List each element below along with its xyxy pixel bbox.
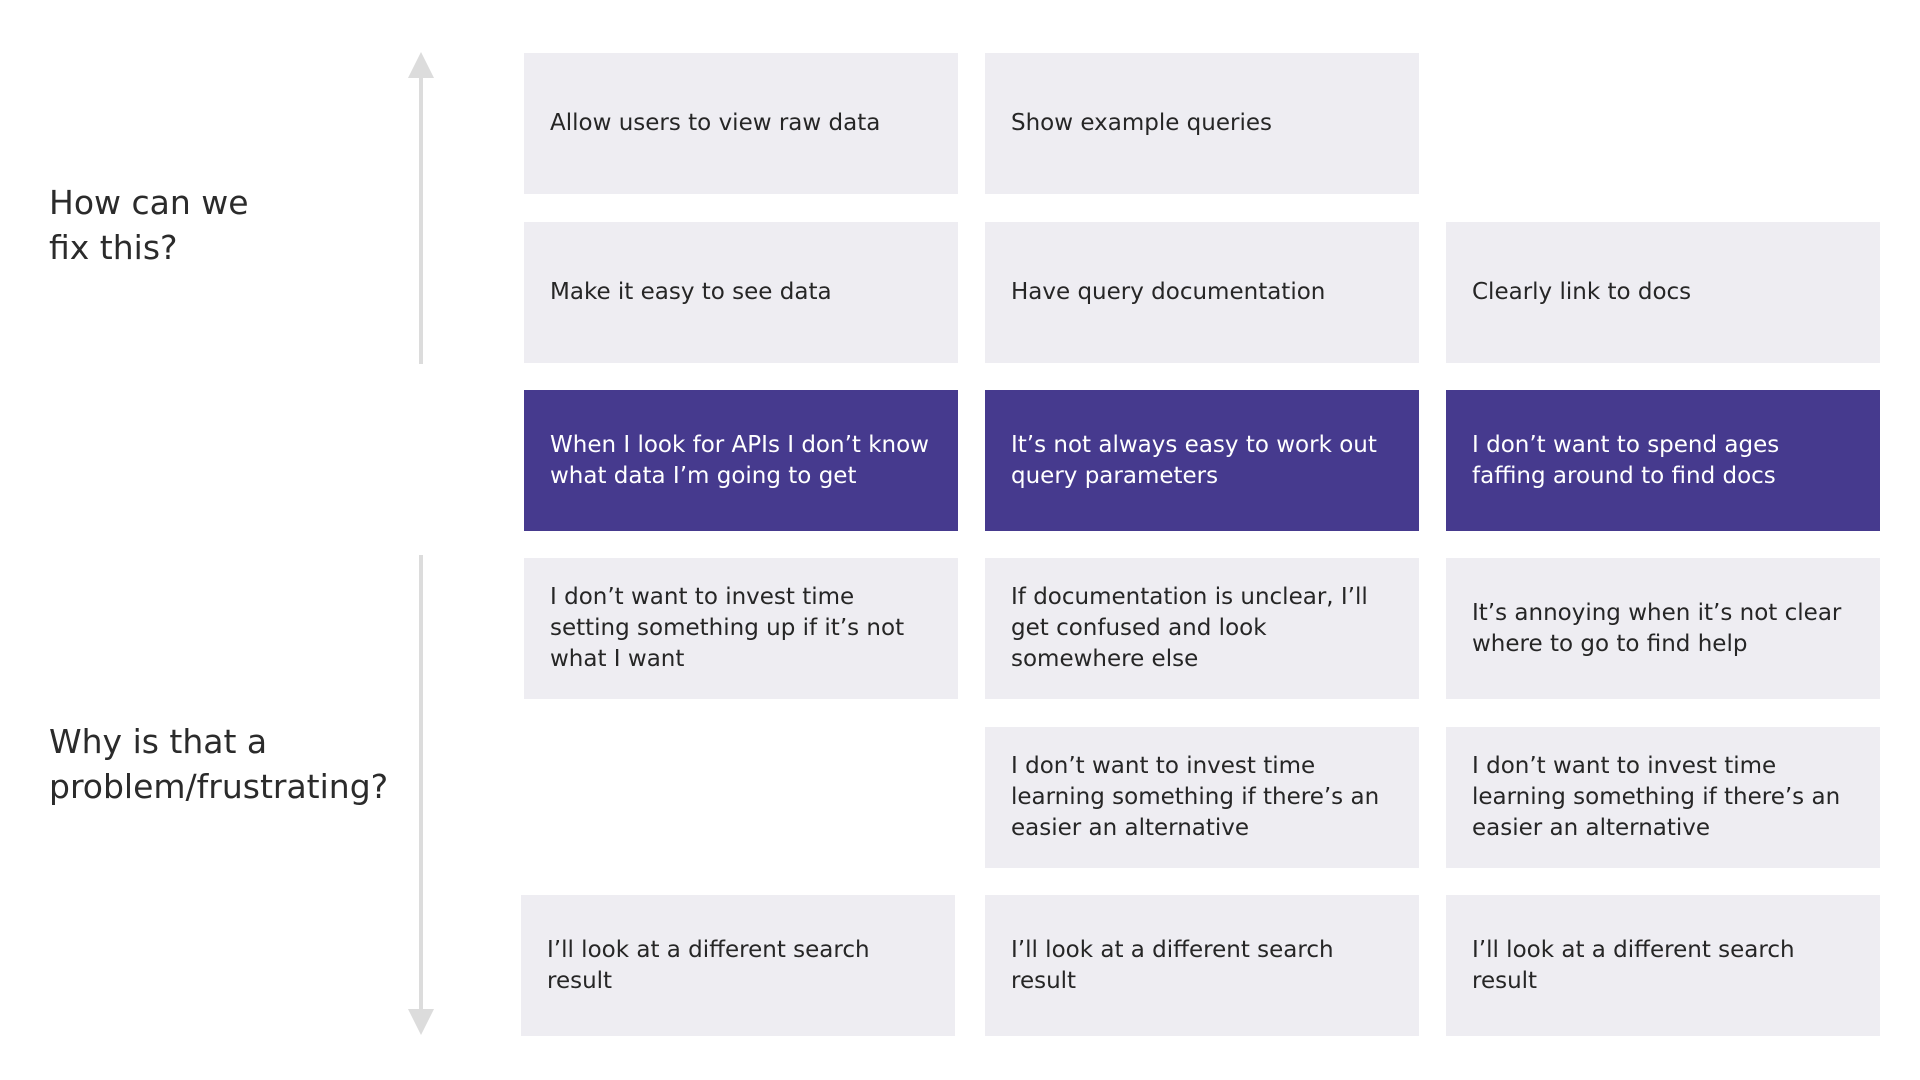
card-text: Have query documentation: [1011, 279, 1326, 305]
arrow-down-head: [408, 1009, 434, 1035]
problem-statement-card: [985, 390, 1419, 531]
arrow-down-icon: [412, 555, 430, 1035]
reason-card: [985, 558, 1419, 699]
solution-card: [985, 222, 1419, 363]
card-text: I’ll look at a different search result: [1472, 936, 1795, 994]
reason-card: [1446, 558, 1880, 699]
card-text: If documentation is unclear, I’ll get confused and look somewhere else: [1011, 584, 1368, 672]
card-text: Clearly link to docs: [1472, 279, 1692, 305]
card-text: I don’t want to invest time setting something up if it’s not what I want: [550, 584, 905, 672]
card-text: I don’t want to invest time learning something if there’s an easier an alternative: [1011, 753, 1380, 841]
card-text: I don’t want to invest time learning something if there’s an easier an alternative: [1472, 753, 1841, 841]
solution-card: [985, 53, 1419, 194]
solutions-axis-label: How can we fix this?: [49, 183, 249, 267]
arrow-up-head: [408, 52, 434, 78]
reason-card: [524, 558, 958, 699]
outcome-card: [985, 895, 1419, 1036]
card-text: Make it easy to see data: [550, 279, 832, 305]
card-text: Show example queries: [1011, 110, 1272, 136]
card-text: It’s annoying when it’s not clear where to go to find help: [1472, 599, 1842, 657]
arrow-up-shaft: [419, 76, 423, 364]
solution-card: [1446, 222, 1880, 363]
arrow-up-icon: [412, 52, 430, 364]
card-text: Allow users to view raw data: [550, 110, 881, 136]
card-text: I’ll look at a different search result: [547, 936, 870, 994]
card-text: I’ll look at a different search result: [1011, 936, 1334, 994]
reason-card: [985, 727, 1419, 868]
problem-statement-card: [1446, 390, 1880, 531]
outcome-card: [1446, 895, 1880, 1036]
arrow-down-shaft: [419, 555, 423, 1011]
solution-card: [524, 53, 958, 194]
problem-statement-card: [524, 390, 958, 531]
card-text: It’s not always easy to work out query parameters: [1011, 431, 1377, 489]
problems-axis-label: Why is that a problem/frustrating?: [49, 722, 389, 806]
outcome-card: [521, 895, 955, 1036]
card-text: When I look for APIs I don’t know what data I’m going to get: [550, 431, 929, 489]
reason-card: [1446, 727, 1880, 868]
card-text: I don’t want to spend ages faffing around to find docs: [1472, 431, 1780, 489]
solution-card: [524, 222, 958, 363]
